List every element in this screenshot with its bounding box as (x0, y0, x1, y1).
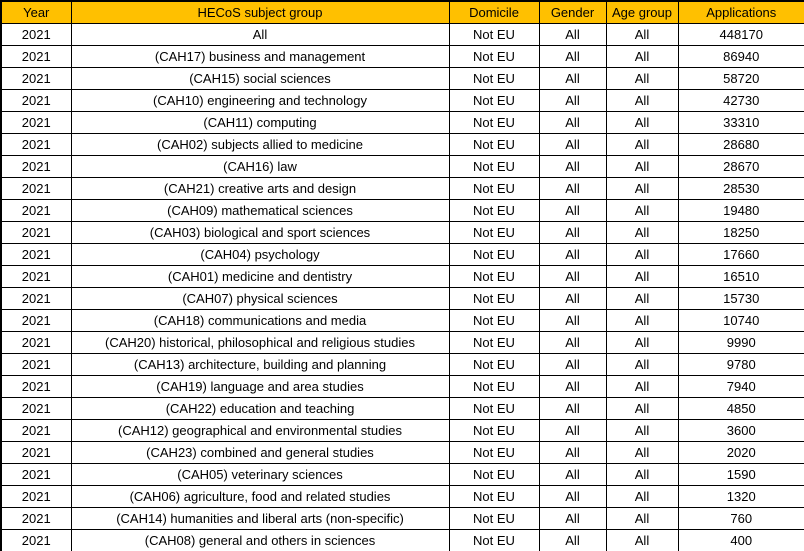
cell-applications: 2020 (678, 442, 804, 464)
cell-year: 2021 (1, 464, 71, 486)
cell-age-group: All (606, 442, 678, 464)
cell-domicile: Not EU (449, 354, 539, 376)
table-body (1, 24, 804, 551)
cell-domicile: Not EU (449, 332, 539, 354)
cell-domicile: Not EU (449, 288, 539, 310)
cell-subject: (CAH04) psychology (71, 244, 449, 266)
cell-applications: 16510 (678, 266, 804, 288)
cell-applications: 86940 (678, 46, 804, 68)
table-row (1, 244, 804, 266)
table-row (1, 222, 804, 244)
cell-domicile: Not EU (449, 112, 539, 134)
cell-domicile: Not EU (449, 508, 539, 530)
cell-age-group: All (606, 200, 678, 222)
cell-domicile: Not EU (449, 530, 539, 551)
cell-applications: 28680 (678, 134, 804, 156)
cell-domicile: Not EU (449, 90, 539, 112)
cell-applications: 10740 (678, 310, 804, 332)
cell-domicile: Not EU (449, 156, 539, 178)
cell-year: 2021 (1, 442, 71, 464)
cell-year: 2021 (1, 288, 71, 310)
table-row (1, 398, 804, 420)
cell-age-group: All (606, 530, 678, 551)
column-header-applications: Applications (678, 1, 804, 24)
table-row (1, 156, 804, 178)
cell-applications: 28530 (678, 178, 804, 200)
cell-applications: 9990 (678, 332, 804, 354)
cell-gender: All (539, 68, 606, 90)
cell-domicile: Not EU (449, 266, 539, 288)
cell-domicile: Not EU (449, 442, 539, 464)
cell-age-group: All (606, 486, 678, 508)
cell-subject: (CAH09) mathematical sciences (71, 200, 449, 222)
table-row (1, 332, 804, 354)
cell-gender: All (539, 508, 606, 530)
cell-domicile: Not EU (449, 200, 539, 222)
cell-domicile: Not EU (449, 24, 539, 46)
cell-gender: All (539, 530, 606, 551)
cell-gender: All (539, 112, 606, 134)
cell-year: 2021 (1, 310, 71, 332)
cell-year: 2021 (1, 178, 71, 200)
cell-applications: 33310 (678, 112, 804, 134)
table-row (1, 24, 804, 46)
cell-gender: All (539, 178, 606, 200)
cell-year: 2021 (1, 200, 71, 222)
cell-applications: 3600 (678, 420, 804, 442)
cell-applications: 1320 (678, 486, 804, 508)
cell-subject: (CAH10) engineering and technology (71, 90, 449, 112)
cell-gender: All (539, 310, 606, 332)
cell-age-group: All (606, 112, 678, 134)
table-row (1, 486, 804, 508)
table-row (1, 90, 804, 112)
cell-applications: 18250 (678, 222, 804, 244)
table-row (1, 200, 804, 222)
cell-subject: (CAH20) historical, philosophical and religious studies (71, 332, 449, 354)
cell-year: 2021 (1, 354, 71, 376)
cell-applications: 15730 (678, 288, 804, 310)
cell-age-group: All (606, 310, 678, 332)
cell-gender: All (539, 24, 606, 46)
cell-domicile: Not EU (449, 376, 539, 398)
cell-subject: (CAH12) geographical and environmental studies (71, 420, 449, 442)
cell-applications: 28670 (678, 156, 804, 178)
cell-subject: (CAH16) law (71, 156, 449, 178)
cell-age-group: All (606, 464, 678, 486)
cell-gender: All (539, 134, 606, 156)
column-header-gender: Gender (539, 1, 606, 24)
cell-domicile: Not EU (449, 134, 539, 156)
table-row (1, 266, 804, 288)
cell-year: 2021 (1, 376, 71, 398)
cell-gender: All (539, 222, 606, 244)
cell-age-group: All (606, 354, 678, 376)
cell-year: 2021 (1, 24, 71, 46)
cell-subject: (CAH06) agriculture, food and related studies (71, 486, 449, 508)
cell-gender: All (539, 288, 606, 310)
cell-year: 2021 (1, 156, 71, 178)
column-header-age-group: Age group (606, 1, 678, 24)
cell-subject: All (71, 24, 449, 46)
table-row (1, 68, 804, 90)
cell-gender: All (539, 420, 606, 442)
cell-age-group: All (606, 332, 678, 354)
cell-subject: (CAH18) communications and media (71, 310, 449, 332)
cell-age-group: All (606, 156, 678, 178)
cell-age-group: All (606, 134, 678, 156)
cell-applications: 7940 (678, 376, 804, 398)
table-row (1, 464, 804, 486)
cell-subject: (CAH02) subjects allied to medicine (71, 134, 449, 156)
cell-age-group: All (606, 222, 678, 244)
cell-age-group: All (606, 244, 678, 266)
cell-year: 2021 (1, 508, 71, 530)
cell-gender: All (539, 266, 606, 288)
cell-subject: (CAH13) architecture, building and planning (71, 354, 449, 376)
cell-year: 2021 (1, 244, 71, 266)
cell-subject: (CAH08) general and others in sciences (71, 530, 449, 551)
cell-subject: (CAH17) business and management (71, 46, 449, 68)
cell-domicile: Not EU (449, 46, 539, 68)
cell-domicile: Not EU (449, 310, 539, 332)
cell-domicile: Not EU (449, 68, 539, 90)
cell-age-group: All (606, 266, 678, 288)
cell-applications: 17660 (678, 244, 804, 266)
cell-age-group: All (606, 288, 678, 310)
cell-age-group: All (606, 68, 678, 90)
table-row (1, 288, 804, 310)
cell-domicile: Not EU (449, 486, 539, 508)
cell-year: 2021 (1, 398, 71, 420)
cell-subject: (CAH14) humanities and liberal arts (non-specific) (71, 508, 449, 530)
table-row (1, 310, 804, 332)
cell-subject: (CAH23) combined and general studies (71, 442, 449, 464)
table-header (1, 1, 804, 24)
cell-year: 2021 (1, 134, 71, 156)
table-row (1, 46, 804, 68)
cell-year: 2021 (1, 112, 71, 134)
cell-subject: (CAH11) computing (71, 112, 449, 134)
cell-subject: (CAH19) language and area studies (71, 376, 449, 398)
cell-gender: All (539, 464, 606, 486)
table-row (1, 178, 804, 200)
cell-subject: (CAH01) medicine and dentistry (71, 266, 449, 288)
column-header-domicile: Domicile (449, 1, 539, 24)
cell-subject: (CAH03) biological and sport sciences (71, 222, 449, 244)
cell-age-group: All (606, 398, 678, 420)
cell-age-group: All (606, 178, 678, 200)
table-row (1, 354, 804, 376)
cell-gender: All (539, 244, 606, 266)
cell-year: 2021 (1, 332, 71, 354)
header-row (1, 1, 804, 24)
cell-year: 2021 (1, 266, 71, 288)
cell-domicile: Not EU (449, 464, 539, 486)
table-row (1, 442, 804, 464)
cell-age-group: All (606, 24, 678, 46)
cell-year: 2021 (1, 420, 71, 442)
cell-gender: All (539, 442, 606, 464)
cell-gender: All (539, 332, 606, 354)
cell-domicile: Not EU (449, 178, 539, 200)
cell-year: 2021 (1, 486, 71, 508)
cell-domicile: Not EU (449, 398, 539, 420)
cell-year: 2021 (1, 68, 71, 90)
cell-subject: (CAH05) veterinary sciences (71, 464, 449, 486)
cell-applications: 4850 (678, 398, 804, 420)
cell-age-group: All (606, 90, 678, 112)
cell-gender: All (539, 376, 606, 398)
cell-applications: 400 (678, 530, 804, 551)
cell-age-group: All (606, 508, 678, 530)
cell-gender: All (539, 398, 606, 420)
cell-applications: 1590 (678, 464, 804, 486)
cell-year: 2021 (1, 222, 71, 244)
cell-subject: (CAH15) social sciences (71, 68, 449, 90)
cell-applications: 448170 (678, 24, 804, 46)
cell-year: 2021 (1, 530, 71, 551)
cell-gender: All (539, 354, 606, 376)
cell-domicile: Not EU (449, 244, 539, 266)
cell-subject: (CAH07) physical sciences (71, 288, 449, 310)
table-row (1, 134, 804, 156)
cell-gender: All (539, 486, 606, 508)
cell-age-group: All (606, 376, 678, 398)
cell-gender: All (539, 200, 606, 222)
cell-gender: All (539, 90, 606, 112)
table-row (1, 112, 804, 134)
cell-age-group: All (606, 420, 678, 442)
cell-domicile: Not EU (449, 420, 539, 442)
cell-subject: (CAH22) education and teaching (71, 398, 449, 420)
table-row (1, 420, 804, 442)
cell-applications: 58720 (678, 68, 804, 90)
cell-applications: 42730 (678, 90, 804, 112)
cell-gender: All (539, 156, 606, 178)
column-header-year: Year (1, 1, 71, 24)
cell-subject: (CAH21) creative arts and design (71, 178, 449, 200)
cell-applications: 19480 (678, 200, 804, 222)
cell-year: 2021 (1, 90, 71, 112)
cell-applications: 9780 (678, 354, 804, 376)
column-header-hecos-subject-group: HECoS subject group (71, 1, 449, 24)
cell-applications: 760 (678, 508, 804, 530)
table-row (1, 530, 804, 551)
table-row (1, 508, 804, 530)
cell-year: 2021 (1, 46, 71, 68)
cell-age-group: All (606, 46, 678, 68)
cell-gender: All (539, 46, 606, 68)
table-row (1, 376, 804, 398)
cell-domicile: Not EU (449, 222, 539, 244)
